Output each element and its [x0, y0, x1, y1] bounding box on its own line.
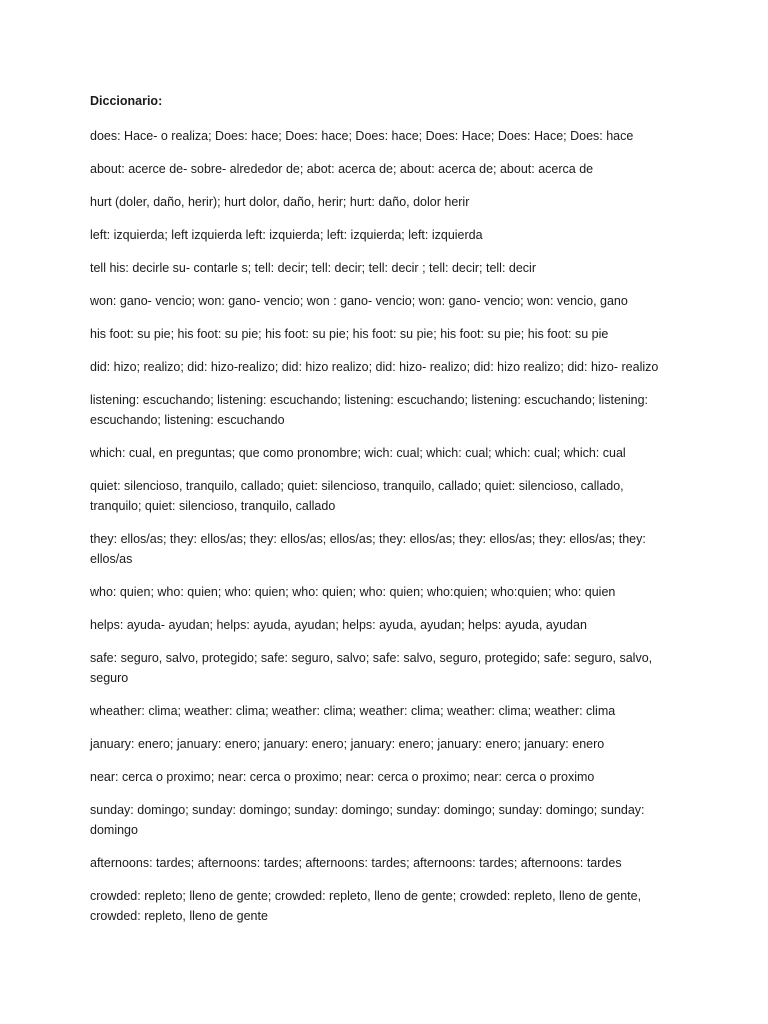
entry-crowded: crowded: repleto; lleno de gente; crowded: repleto, lleno de gente; crowded: repleto, lleno de gente, crowded: repleto, lleno de gente: [90, 889, 642, 923]
entry-safe: safe: seguro, salvo, protegido; safe: seguro, salvo; safe: salvo, seguro, protegido; safe: seguro, salvo, seguro: [90, 651, 653, 685]
entry-hurt: hurt (doler, daño, herir); hurt dolor, daño, herir; hurt: daño, dolor herir: [90, 195, 470, 209]
entry-who: who: quien; who: quien; who: quien; who: quien; who: quien; who:quien; who:quien; who: quien: [90, 585, 616, 599]
entry-won: won: gano- vencio; won: gano- vencio; won : gano- vencio; won: gano- vencio; won: vencio, gano: [90, 294, 628, 308]
entry-helps: helps: ayuda- ayudan; helps: ayuda, ayudan; helps: ayuda, ayudan; helps: ayuda, ayudan: [90, 618, 587, 632]
entry-weather: wheather: clima; weather: clima; weather: clima; weather: clima; weather: clima; weather: clima: [90, 704, 616, 718]
entry-tell: tell his: decirle su- contarle s; tell: decir; tell: decir; tell: decir ; tell: decir; tell: decir: [90, 261, 536, 275]
document-title: Diccionario:: [90, 94, 163, 108]
document-page: [90, 93, 675, 939]
entry-list: [90, 126, 675, 926]
entry-they: they: ellos/as; they: ellos/as; they: ellos/as; ellos/as; they: ellos/as; they: ellos/as; they: ellos/as; they: ellos/as: [90, 532, 646, 566]
entry-his-foot: his foot: su pie; his foot: su pie; his foot: su pie; his foot: su pie; his foot: su pie; his foot: su pie: [90, 327, 609, 341]
entry-about: about: acerce de- sobre- alrededor de; abot: acerca de; about: acerca de; about: acerca de: [90, 162, 594, 176]
entry-near: near: cerca o proximo; near: cerca o proximo; near: cerca o proximo; near: cerca o proximo: [90, 770, 595, 784]
entry-does: does: Hace- o realiza; Does: hace; Does: hace; Does: hace; Does: Hace; Does: Hace; Does: hace: [90, 129, 634, 143]
entry-january: january: enero; january: enero; january: enero; january: enero; january: enero; january: enero: [90, 737, 605, 751]
entry-sunday: sunday: domingo; sunday: domingo; sunday: domingo; sunday: domingo; sunday: domingo; sunday: domingo: [90, 803, 645, 837]
entry-did: did: hizo; realizo; did: hizo-realizo; did: hizo realizo; did: hizo- realizo; did: hizo realizo; did: hizo- realizo: [90, 360, 659, 374]
entry-quiet: quiet: silencioso, tranquilo, callado; quiet: silencioso, tranquilo, callado; quiet: silencioso, callado, tranquilo; quiet: silencioso, tranquilo, callado: [90, 479, 624, 513]
entry-left: left: izquierda; left izquierda left: izquierda; left: izquierda; left: izquierda: [90, 228, 483, 242]
entry-listening: listening: escuchando; listening: escuchando; listening: escuchando; listening: escuchando; listening: escuchando; listening: escuchando: [90, 393, 649, 427]
entry-which: which: cual, en preguntas; que como pronombre; wich: cual; which: cual; which: cual; which: cual: [90, 446, 626, 460]
entry-afternoons: afternoons: tardes; afternoons: tardes; afternoons: tardes; afternoons: tardes; afternoons: tardes: [90, 856, 622, 870]
